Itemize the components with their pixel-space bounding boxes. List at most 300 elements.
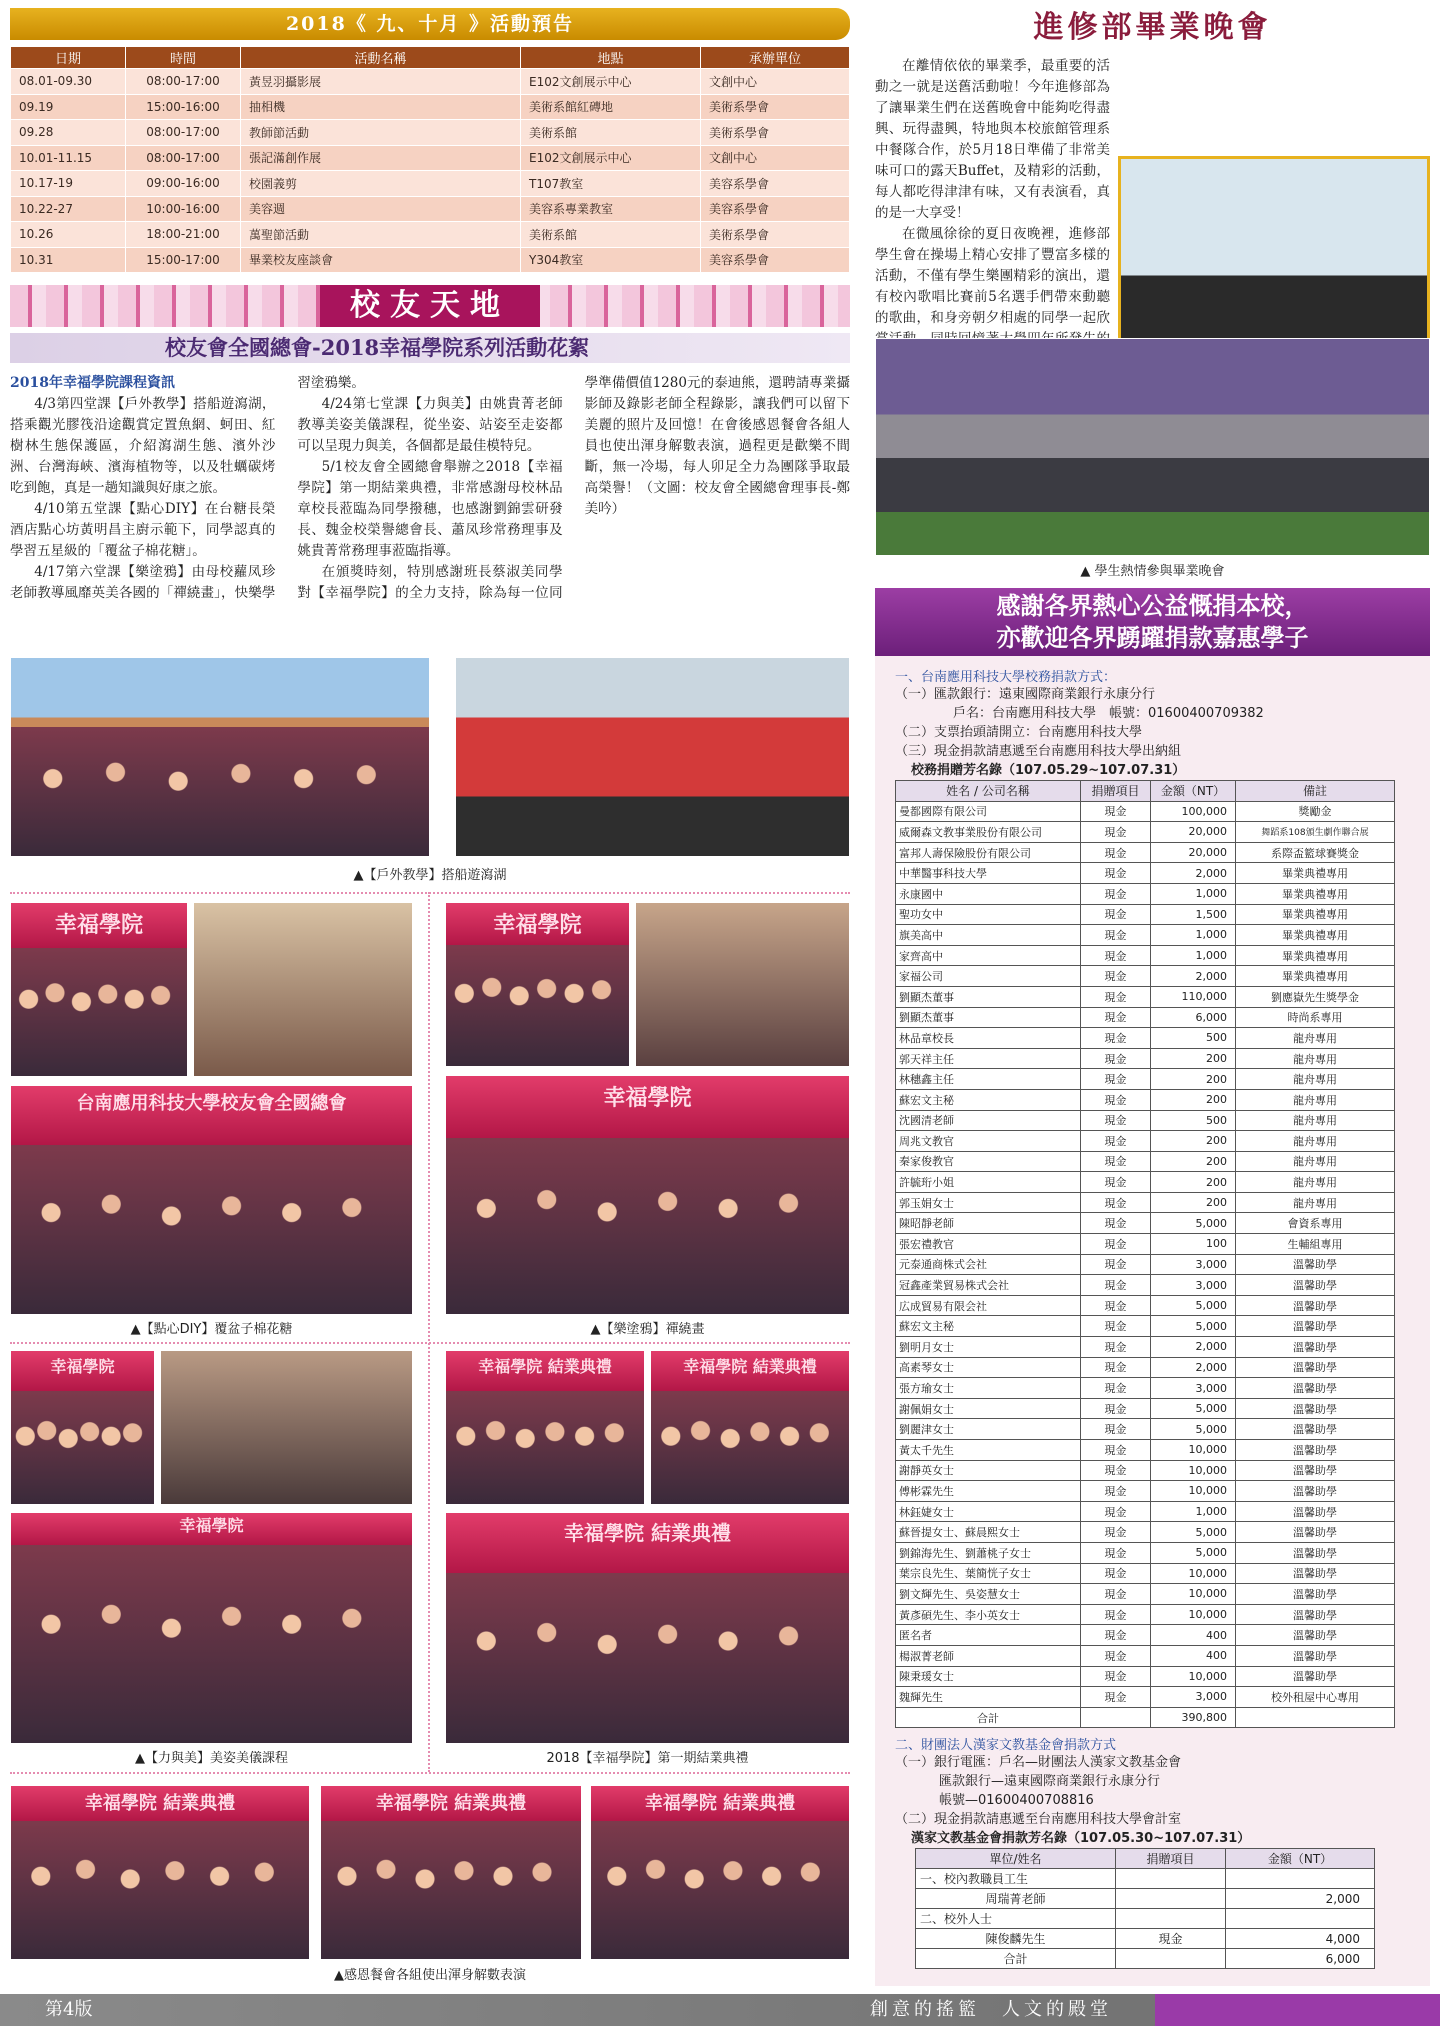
donation-cell: 溫馨助學 [1236, 1254, 1395, 1275]
donation-cell: 溫馨助學 [1236, 1337, 1395, 1358]
foundation-cell: 4,000 [1226, 1929, 1375, 1949]
donation-cell: 現金 [1081, 1687, 1151, 1708]
schedule-cell: 08:00-17:00 [126, 120, 241, 146]
donation-row [896, 863, 1395, 884]
photo-show-1: 幸福學院 結業典禮 [10, 1785, 310, 1960]
donation-cell: 家齊高中 [896, 945, 1081, 966]
caption-dessert: ▲【點心DIY】覆盆子棉花糖 [130, 1322, 293, 1337]
graduation-title: 進修部畢業晚會 [1033, 10, 1272, 45]
schedule-cell: Y304教室 [521, 247, 701, 273]
donation-cell: 6,000 [1151, 1007, 1236, 1028]
donation-row [896, 1275, 1395, 1296]
donation-cell: 許毓珩小姐 [896, 1172, 1081, 1193]
schedule-row [11, 171, 850, 197]
donation-cell: 龍舟專用 [1236, 1172, 1395, 1193]
foundation-cell [1116, 1949, 1226, 1969]
foundation-row [916, 1909, 1375, 1929]
donation-table [895, 780, 1395, 1728]
donation-cell: 20,000 [1151, 842, 1236, 863]
donation-row [896, 842, 1395, 863]
donation-cell: 110,000 [1151, 986, 1236, 1007]
alumni-paragraph: 4/17第六堂課【樂塗鴉】由母校蘿凤珍老師教導風靡英美各國的「禪繞畫」，快樂學習塗鴉樂。 [10, 375, 365, 601]
donation-cell: 10,000 [1151, 1440, 1236, 1461]
donation-row [896, 1110, 1395, 1131]
schedule-cell: 08:00-17:00 [126, 145, 241, 171]
donation-cell: 3,000 [1151, 1275, 1236, 1296]
donation-cell: 現金 [1081, 1604, 1151, 1625]
photo-audience [875, 338, 1430, 556]
schedule-cell: 15:00-16:00 [126, 94, 241, 120]
schedule-cell: 美容系學會 [701, 247, 850, 273]
donation-cell: 溫馨助學 [1236, 1398, 1395, 1419]
donation-cell: 400 [1151, 1645, 1236, 1666]
donation-cell: 現金 [1081, 1542, 1151, 1563]
donation-cell: 現金 [1081, 1131, 1151, 1152]
donation-cell: 現金 [1081, 945, 1151, 966]
schedule-cell: 08.01-09.30 [11, 69, 126, 95]
donation-cell: 5,000 [1151, 1398, 1236, 1419]
donation-line: （三）現金捐款請惠遞至台南應用科技大學出納組 [895, 744, 1182, 759]
donation-cell: 2,000 [1151, 1357, 1236, 1378]
donation-cell: 現金 [1081, 966, 1151, 987]
donation-row [896, 1028, 1395, 1049]
donation-row [896, 966, 1395, 987]
donation-row [896, 1234, 1395, 1255]
page-footer [0, 1994, 1440, 2026]
donation-header [875, 588, 1430, 656]
donation-cell: 10,000 [1151, 1584, 1236, 1605]
donation-cell: 現金 [1081, 1069, 1151, 1090]
schedule-cell: 10.26 [11, 222, 126, 248]
photo-ceremony-group: 幸福學院 結業典禮 [445, 1512, 850, 1744]
donation-cell: 溫馨助學 [1236, 1419, 1395, 1440]
schedule-table [10, 46, 850, 273]
donation-line: （一）匯款銀行：遠東國際商業銀行永康分行 [895, 687, 1156, 702]
donation-cell: 20,000 [1151, 822, 1236, 843]
divider [10, 1772, 850, 1774]
donation-cell: 現金 [1081, 1316, 1151, 1337]
donation-cell: 100,000 [1151, 801, 1236, 822]
alumni-banner [10, 285, 850, 327]
schedule-header: 承辦單位 [701, 47, 850, 69]
foundation-table [915, 1848, 1375, 1969]
donation-cell: 畢業典禮專用 [1236, 945, 1395, 966]
photo-beauty-1: 幸福學院 [10, 1350, 155, 1505]
donation-cell: 溫馨助學 [1236, 1501, 1395, 1522]
donation-cell: 劉麗津女士 [896, 1419, 1081, 1440]
donation-cell: 劉文輝先生、吳姿慧女士 [896, 1584, 1081, 1605]
donation-cell: 系際盃籃球賽獎金 [1236, 842, 1395, 863]
donation-cell: 5,000 [1151, 1522, 1236, 1543]
donation-cell: 獎勵金 [1236, 801, 1395, 822]
schedule-cell: 18:00-21:00 [126, 222, 241, 248]
donation-cell: 現金 [1081, 1460, 1151, 1481]
donation-row [896, 904, 1395, 925]
footer-motto: 創意的搖籃 人文的殿堂 [870, 1999, 1112, 2020]
donation-cell: 200 [1151, 1151, 1236, 1172]
donation-cell: 現金 [1081, 1625, 1151, 1646]
left-column [10, 8, 850, 627]
donation-cell: 2,000 [1151, 966, 1236, 987]
donation-cell: 校外租屋中心專用 [1236, 1687, 1395, 1708]
alumni-subtitle: 校友會全國總會-2018幸福學院系列活動花絮 [10, 333, 850, 363]
schedule-cell: 10.22-27 [11, 196, 126, 222]
donation-cell: 現金 [1081, 1028, 1151, 1049]
donation-cell: 現金 [1081, 1645, 1151, 1666]
donation-cell: 龍舟專用 [1236, 1089, 1395, 1110]
schedule-row [11, 69, 850, 95]
donation-cell: 3,000 [1151, 1254, 1236, 1275]
donation-cell: 溫馨助學 [1236, 1604, 1395, 1625]
photo-beauty-2 [160, 1350, 413, 1505]
schedule-cell: 10:00-16:00 [126, 196, 241, 222]
donation-cell: 龍舟專用 [1236, 1048, 1395, 1069]
donation-cell: 劉顯杰董事 [896, 1007, 1081, 1028]
donation-row [896, 1645, 1395, 1666]
donation-row [896, 883, 1395, 904]
donation-cell: 高素琴女士 [896, 1357, 1081, 1378]
donation-cell: 魏輝先生 [896, 1687, 1081, 1708]
schedule-cell: 美容週 [241, 196, 521, 222]
donation-row [896, 1213, 1395, 1234]
footer-accent [1155, 1994, 1440, 2026]
donation-cell: 冠鑫產業貿易株式会社 [896, 1275, 1081, 1296]
donation-cell: 現金 [1081, 1151, 1151, 1172]
donation-cell: 陳昭靜老師 [896, 1213, 1081, 1234]
donation-cell: 現金 [1081, 1192, 1151, 1213]
donation-cell: 現金 [1081, 1254, 1151, 1275]
donation-cell: 生輔組專用 [1236, 1234, 1395, 1255]
donation-cell: 500 [1151, 1110, 1236, 1131]
alumni-paragraph: 4/24第七堂課【力與美】由姚貴菁老師教導美姿美儀課程，從坐姿、站姿至走姿都可以呈現力與美，各個都是最佳模特兒。 [297, 396, 563, 454]
foundation-cell: 現金 [1116, 1929, 1226, 1949]
donation-title-2: 亦歡迎各界踴躍捐款嘉惠學子 [996, 623, 1309, 652]
foundation-cell: 合計 [916, 1949, 1116, 1969]
donation-total: 390,800 [1151, 1707, 1236, 1728]
donation-cell: 張宏禮教官 [896, 1234, 1081, 1255]
donation-cell: 3,000 [1151, 1378, 1236, 1399]
donation-cell: 蘇宏文主秘 [896, 1316, 1081, 1337]
schedule-title: 2018《 九、十月 》活動預告 [10, 8, 850, 40]
donation-cell: 會資系專用 [1236, 1213, 1395, 1234]
donation-cell: 現金 [1081, 1007, 1151, 1028]
donation-cell: 現金 [1081, 1295, 1151, 1316]
donation-cell: 現金 [1081, 1501, 1151, 1522]
donation-cell: 溫馨助學 [1236, 1481, 1395, 1502]
schedule-cell: 美術系館紅磚地 [521, 94, 701, 120]
photo-dessert-2 [193, 902, 413, 1077]
schedule-cell: 校園義剪 [241, 171, 521, 197]
donation-row [896, 1089, 1395, 1110]
donation-cell: 秦家俊教官 [896, 1151, 1081, 1172]
donation-cell: 10,000 [1151, 1481, 1236, 1502]
foundation-cell [1226, 1869, 1375, 1889]
donation-row [896, 1378, 1395, 1399]
donation-cell: 郭玉娟女士 [896, 1192, 1081, 1213]
donation-cell: 現金 [1081, 883, 1151, 904]
donation-row [896, 1481, 1395, 1502]
schedule-cell: 美容系學會 [701, 171, 850, 197]
foundation-cell: 二、校外人士 [916, 1909, 1116, 1929]
donation-cell: 黃彥碩先生、李小英女士 [896, 1604, 1081, 1625]
donation-cell: 時尚系專用 [1236, 1007, 1395, 1028]
photo-doodle-1: 幸福學院 [445, 902, 630, 1067]
schedule-cell: 09.28 [11, 120, 126, 146]
alumni-paragraph: 5/1校友會全國總會舉辦之2018【幸福學院】第一期結業典禮，非常感謝母校林品章校長蒞臨為同學撥穗，也感謝劉錦雲研發長、魏金校榮譽總會長、蕭凤珍常務理事及姚貴菁常務理事蒞臨指導。 [297, 459, 563, 559]
schedule-row [11, 120, 850, 146]
donation-cell: 現金 [1081, 842, 1151, 863]
donation-cell: 5,000 [1151, 1295, 1236, 1316]
donation-row [896, 1501, 1395, 1522]
donation-cell: 曼都國際有限公司 [896, 801, 1081, 822]
donation-header-cell: 姓名 / 公司名稱 [896, 781, 1081, 802]
caption-beauty: ▲【力與美】美姿美儀課程 [135, 1751, 288, 1766]
alumni-paragraph: 在頒獎時刻，特別感謝班長蔡淑美同學對【幸福學院】的全力支持，除為每一位同學準備價值1280元的泰迪熊，還聘請專業攝影師及錄影老師全程錄影，讓我們可以留下美麗的照片及回憶！在會後感恩餐會各組人員也使出渾身解數表演，過程更是歡樂不間斷，無一冷場，每人卯足全力為團隊爭取最高榮譽！（文圖：校友會全國總會理事長-鄭美吟） [297, 375, 850, 601]
photo-beauty-group: 幸福學院 [10, 1512, 413, 1744]
schedule-row [11, 145, 850, 171]
schedule-cell: 08:00-17:00 [126, 69, 241, 95]
donation-row [896, 1007, 1395, 1028]
donation-cell: 林鈺婕女士 [896, 1501, 1081, 1522]
donation-cell: 広成貿易有限会社 [896, 1295, 1081, 1316]
donation-cell: 張方瑜女士 [896, 1378, 1081, 1399]
donation-cell: 現金 [1081, 1234, 1151, 1255]
schedule-cell: 文創中心 [701, 69, 850, 95]
donation-cell: 現金 [1081, 822, 1151, 843]
divider [428, 892, 430, 1772]
foundation-row [916, 1929, 1375, 1949]
alumni-heading: 2018年幸福學院課程資訊 [10, 375, 175, 391]
donation-cell: 富邦人壽保險股份有限公司 [896, 842, 1081, 863]
caption-audience: ▲ 學生熱情參與畢業晚會 [1080, 564, 1225, 579]
caption-outdoor: ▲【戶外教學】搭船遊瀉湖 [353, 868, 507, 883]
schedule-cell: 美術系館 [521, 120, 701, 146]
alumni-paragraph: 4/10第五堂課【點心DIY】在台糖長榮酒店點心坊黃明昌主廚示範下，同學認真的學習五星級的「覆盆子棉花糖」。 [10, 501, 276, 559]
donation-cell: 林穗鑫主任 [896, 1069, 1081, 1090]
donation-row [896, 1131, 1395, 1152]
donation-cell: 現金 [1081, 863, 1151, 884]
donation-cell: 現金 [1081, 801, 1151, 822]
donation-row [896, 945, 1395, 966]
schedule-cell: 10.31 [11, 247, 126, 273]
donation-row [896, 1460, 1395, 1481]
donation-cell: 畢業典禮專用 [1236, 863, 1395, 884]
donation-cell: 永康國中 [896, 883, 1081, 904]
donation-cell: 畢業典禮專用 [1236, 966, 1395, 987]
schedule-row [11, 94, 850, 120]
schedule-cell: 美術系學會 [701, 222, 850, 248]
photo-outdoor-group [10, 657, 430, 857]
donation-cell: 現金 [1081, 1481, 1151, 1502]
divider [10, 892, 850, 894]
foundation-cell: 周瑞菁老師 [916, 1889, 1116, 1909]
foundation-cell: 一、校內教職員工生 [916, 1869, 1116, 1889]
donation-row [896, 986, 1395, 1007]
donation-row [896, 1584, 1395, 1605]
donation-row [896, 822, 1395, 843]
donation-cell: 旗美高中 [896, 925, 1081, 946]
donation-cell: 蘇晉提女士、蘇晨熙女士 [896, 1522, 1081, 1543]
graduation-paragraph: 在離情依依的畢業季，最重要的活動之一就是送舊活動啦！今年進修部為了讓畢業生們在送舊晚會中能夠吃得盡興、玩得盡興，特地與本校旅館管理系中餐隊合作，於5月18日準備了非常美味可口的露天Buffet，及精彩的活動，每人都吃得津津有味，又有表演看，真的是一大享受！ [875, 58, 1110, 221]
donation-cell: 匿名者 [896, 1625, 1081, 1646]
caption-show: ▲感恩餐會各組使出渾身解數表演 [334, 1968, 526, 1983]
donation-cell: 10,000 [1151, 1563, 1236, 1584]
photo-dessert-group: 台南應用科技大學校友會全國總會 [10, 1085, 413, 1315]
donation-cell: 現金 [1081, 1666, 1151, 1687]
donation-row [896, 1398, 1395, 1419]
donation-cell: 畢業典禮專用 [1236, 883, 1395, 904]
donation-list2-title: 漢家文教基金會捐款芳名錄（107.05.30~107.07.31） [911, 1831, 1251, 1847]
schedule-header-row [11, 47, 850, 69]
donation-line: （二）支票抬頭請開立：台南應用科技大學 [895, 725, 1143, 740]
schedule-cell: 美術系學會 [701, 120, 850, 146]
donation-cell: 5,000 [1151, 1316, 1236, 1337]
donation-cell: 溫馨助學 [1236, 1275, 1395, 1296]
foundation-cell: 陳俊麟先生 [916, 1929, 1116, 1949]
donation-cell: 現金 [1081, 904, 1151, 925]
donation-row [896, 1625, 1395, 1646]
donation-cell: 劉應嶽先生獎學金 [1236, 986, 1395, 1007]
donation-row [896, 1151, 1395, 1172]
donation-cell: 謝佩娟女士 [896, 1398, 1081, 1419]
schedule-cell: 張記滿創作展 [241, 145, 521, 171]
donation-cell: 200 [1151, 1131, 1236, 1152]
foundation-row [916, 1949, 1375, 1969]
foundation-header-cell: 金額（NT） [1226, 1849, 1375, 1869]
donation-cell: 周兆文教官 [896, 1131, 1081, 1152]
donation-cell: 中華醫事科技大學 [896, 863, 1081, 884]
donation-cell: 現金 [1081, 1563, 1151, 1584]
donation-row [896, 1687, 1395, 1708]
donation-cell: 溫馨助學 [1236, 1522, 1395, 1543]
schedule-cell: 美術系學會 [701, 94, 850, 120]
donation-cell: 溫馨助學 [1236, 1563, 1395, 1584]
donation-row [896, 1419, 1395, 1440]
donation-title-1: 感謝各界熱心公益慨捐本校， [996, 591, 1309, 620]
schedule-header: 地點 [521, 47, 701, 69]
donation-list1-title: 校務捐贈芳名錄（107.05.29~107.07.31） [911, 763, 1186, 778]
donation-cell: 現金 [1081, 1110, 1151, 1131]
donation-sec2-title: 二、財團法人漢家文教基金會捐款方式 [895, 1738, 1117, 1754]
donation-row [896, 1316, 1395, 1337]
donation-cell: 現金 [1081, 925, 1151, 946]
donation-row [896, 801, 1395, 822]
donation-row [896, 1172, 1395, 1193]
donation-cell: 2,000 [1151, 1337, 1236, 1358]
schedule-cell: 15:00-17:00 [126, 247, 241, 273]
donation-cell: 5,000 [1151, 1542, 1236, 1563]
donation-cell: 劉明月女士 [896, 1337, 1081, 1358]
photo-dessert-1: 幸福學院 [10, 902, 188, 1077]
donation-line: 戶名：台南應用科技大學 帳號：01600400709382 [953, 706, 1264, 721]
schedule-cell: 美容系專業教室 [521, 196, 701, 222]
donation-cell: 溫馨助學 [1236, 1378, 1395, 1399]
donation-cell: 劉顯杰董事 [896, 986, 1081, 1007]
donation-cell: 溫馨助學 [1236, 1584, 1395, 1605]
donation-cell: 元泰通商株式会社 [896, 1254, 1081, 1275]
donation-row [896, 1337, 1395, 1358]
donation-cell: 500 [1151, 1028, 1236, 1049]
caption-ceremony: 2018【幸福學院】第一期結業典禮 [546, 1751, 749, 1766]
foundation-cell [1226, 1909, 1375, 1929]
donation-line: （二）現金捐款請惠遞至台南應用科技大學會計室 [895, 1812, 1182, 1828]
schedule-cell: 畢業校友座談會 [241, 247, 521, 273]
schedule-cell: 教師節活動 [241, 120, 521, 146]
schedule-cell: 10.17-19 [11, 171, 126, 197]
donation-cell: 現金 [1081, 1172, 1151, 1193]
foundation-cell: 6,000 [1226, 1949, 1375, 1969]
donation-cell: 龍舟專用 [1236, 1192, 1395, 1213]
donation-row [896, 1357, 1395, 1378]
donation-cell: 溫馨助學 [1236, 1542, 1395, 1563]
schedule-cell: 10.01-11.15 [11, 145, 126, 171]
donation-cell: 林品章校長 [896, 1028, 1081, 1049]
donation-cell: 5,000 [1151, 1213, 1236, 1234]
donation-cell: 龍舟專用 [1236, 1131, 1395, 1152]
donation-cell: 陳秉瑗女士 [896, 1666, 1081, 1687]
foundation-cell [1116, 1909, 1226, 1929]
foundation-cell [1116, 1889, 1226, 1909]
donation-cell: 聖功女中 [896, 904, 1081, 925]
donation-row [896, 925, 1395, 946]
schedule-cell: E102文創展示中心 [521, 145, 701, 171]
donation-cell: 溫馨助學 [1236, 1295, 1395, 1316]
donation-cell: 蘇宏文主秘 [896, 1089, 1081, 1110]
donation-cell: 現金 [1081, 1337, 1151, 1358]
foundation-header-cell: 單位/姓名 [916, 1849, 1116, 1869]
page-number: 第4版 [45, 1999, 93, 2020]
donation-cell: 現金 [1081, 1584, 1151, 1605]
donation-cell: 5,000 [1151, 1419, 1236, 1440]
schedule-cell: 抽相機 [241, 94, 521, 120]
donation-cell: 現金 [1081, 1089, 1151, 1110]
donation-row [896, 1069, 1395, 1090]
donation-cell: 畢業典禮專用 [1236, 904, 1395, 925]
donation-cell: 10,000 [1151, 1666, 1236, 1687]
alumni-paragraph: 4/3第四堂課【戶外教學】搭船遊瀉湖，搭乘觀光膠筏沿途觀賞定置魚網、蚵田、紅樹林生態保護區，介紹瀉湖生態、濱外沙洲、台灣海峽、濱海植物等，以及牡蠣碳烤吃到飽，真是一趟知識與好康之旅。 [10, 396, 276, 496]
donation-cell: 溫馨助學 [1236, 1316, 1395, 1337]
donation-row [896, 1604, 1395, 1625]
donation-cell: 溫馨助學 [1236, 1625, 1395, 1646]
donation-cell: 溫馨助學 [1236, 1357, 1395, 1378]
photo-show-3: 幸福學院 結業典禮 [590, 1785, 850, 1960]
donation-sec1-title: 一、台南應用科技大學校務捐款方式： [895, 670, 1117, 685]
foundation-cell [1116, 1869, 1226, 1889]
donation-row [896, 1666, 1395, 1687]
schedule-header: 活動名稱 [241, 47, 521, 69]
schedule-cell: 黃昱羽攝影展 [241, 69, 521, 95]
alumni-banner-title: 校友天地 [320, 285, 540, 327]
donation-cell: 現金 [1081, 986, 1151, 1007]
foundation-header-cell: 捐贈項目 [1116, 1849, 1226, 1869]
donation-cell: 龍舟專用 [1236, 1110, 1395, 1131]
donation-cell: 現金 [1081, 1213, 1151, 1234]
donation-row [896, 1192, 1395, 1213]
photo-show-2: 幸福學院 結業典禮 [320, 1785, 582, 1960]
donation-cell: 200 [1151, 1089, 1236, 1110]
donation-row [896, 1048, 1395, 1069]
donation-cell: 200 [1151, 1192, 1236, 1213]
donation-body [875, 656, 1430, 1986]
donation-header-cell: 備註 [1236, 781, 1395, 802]
schedule-cell: 美容系學會 [701, 196, 850, 222]
donation-cell: 現金 [1081, 1522, 1151, 1543]
schedule-cell: 美術系館 [521, 222, 701, 248]
graduation-paragraph: 在微風徐徐的夏日夜晚裡，進修部學生會在操場上精心安排了豐富多樣的活動，不僅有學生樂團精彩的演出，還有校內歌唱比賽前5名選手們帶來動聽的歌曲，和身旁朝夕相處的同學一起欣 [875, 226, 1110, 326]
donation-cell: 沈國清老師 [896, 1110, 1081, 1131]
donation-cell: 舞蹈系108頒生劇作聯合展 [1236, 822, 1395, 843]
schedule-cell: 萬聖節活動 [241, 222, 521, 248]
